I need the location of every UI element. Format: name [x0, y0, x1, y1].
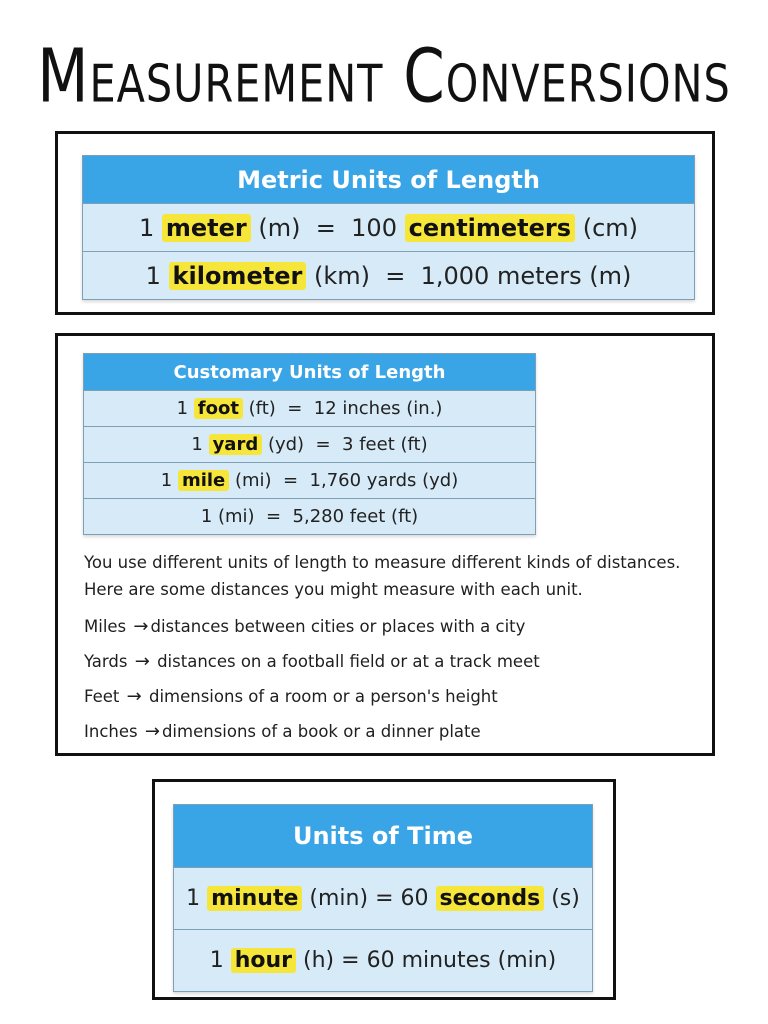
unit-abbreviation: (s) [551, 886, 580, 911]
count: 1 [209, 948, 224, 973]
use-unit: Miles [84, 617, 127, 636]
table-row [84, 391, 536, 427]
customary-units-table [83, 353, 536, 535]
conversion-value: 60 [400, 886, 429, 911]
unit-abbreviation: (km) [313, 261, 370, 290]
highlighted-unit: mile [178, 470, 229, 491]
conversion-result: (ft) = 12 inches (in.) [248, 398, 443, 419]
time-units-card [152, 779, 616, 1000]
highlighted-unit: kilometer [169, 262, 307, 290]
metric-units-table [82, 155, 695, 300]
list-item [84, 647, 704, 682]
equals-sign: = [375, 886, 394, 911]
table-row [174, 868, 593, 930]
equals-sign: = [385, 261, 406, 290]
count: 1 [160, 470, 173, 491]
metric-units-card [55, 131, 715, 315]
conversion-result: 1,000 meters (m) [420, 261, 632, 290]
highlighted-unit: seconds [436, 886, 545, 911]
arrow-right-icon: → [144, 721, 160, 742]
table-row [83, 204, 695, 252]
count: 1 [145, 261, 161, 290]
count: 1 [191, 434, 203, 455]
list-item [84, 612, 704, 647]
use-description: dimensions of a room or a person's height [148, 687, 498, 706]
highlighted-unit: yard [209, 434, 263, 455]
highlighted-unit: hour [231, 948, 296, 973]
unit-abbreviation: (min) [309, 886, 369, 911]
count: 1 [186, 886, 201, 911]
use-unit: Yards [84, 652, 128, 671]
conversion-result: (mi) = 1,760 yards (yd) [235, 470, 459, 491]
highlighted-unit: centimeters [405, 214, 575, 242]
table-row [84, 499, 536, 535]
list-item [84, 717, 704, 752]
table-row [84, 463, 536, 499]
conversion-result: 1 (mi) = 5,280 feet (ft) [200, 506, 419, 527]
time-units-table [173, 804, 593, 992]
metric-table-header: Metric Units of Length [83, 156, 695, 204]
use-description: distances on a football field or at a track meet [157, 652, 540, 671]
count: 1 [138, 213, 155, 242]
conversion-result: 60 minutes (min) [366, 948, 557, 973]
use-unit: Feet [84, 687, 120, 706]
unit-abbreviation: (h) [303, 948, 335, 973]
unit-abbreviation: (m) [258, 213, 301, 242]
customary-units-card [55, 333, 715, 756]
page-title: Measurement Conversions [37, 33, 731, 120]
time-table-header: Units of Time [174, 805, 593, 868]
arrow-right-icon: → [133, 616, 149, 637]
use-description: distances between cities or places with a city [150, 617, 526, 636]
list-item [84, 682, 704, 717]
table-row [174, 930, 593, 992]
customary-table-header: Customary Units of Length [84, 354, 536, 391]
equals-sign: = [315, 213, 336, 242]
conversion-value: 100 [351, 213, 397, 242]
count: 1 [176, 398, 189, 419]
use-description: dimensions of a book or a dinner plate [161, 722, 481, 741]
unit-uses-list [84, 612, 704, 752]
use-unit: Inches [84, 722, 138, 741]
equals-sign: = [341, 948, 360, 973]
arrow-right-icon: → [134, 651, 150, 672]
highlighted-unit: meter [162, 214, 251, 242]
highlighted-unit: minute [207, 886, 302, 911]
explanation-paragraph: You use different units of length to measure different kinds of distances. Here are some distances you might measure with each unit. [84, 553, 681, 599]
unit-abbreviation: (cm) [582, 213, 639, 242]
table-row [84, 427, 536, 463]
arrow-right-icon: → [126, 686, 142, 707]
table-row [83, 252, 695, 300]
conversion-result: (yd) = 3 feet (ft) [267, 434, 428, 455]
highlighted-unit: foot [194, 398, 243, 419]
